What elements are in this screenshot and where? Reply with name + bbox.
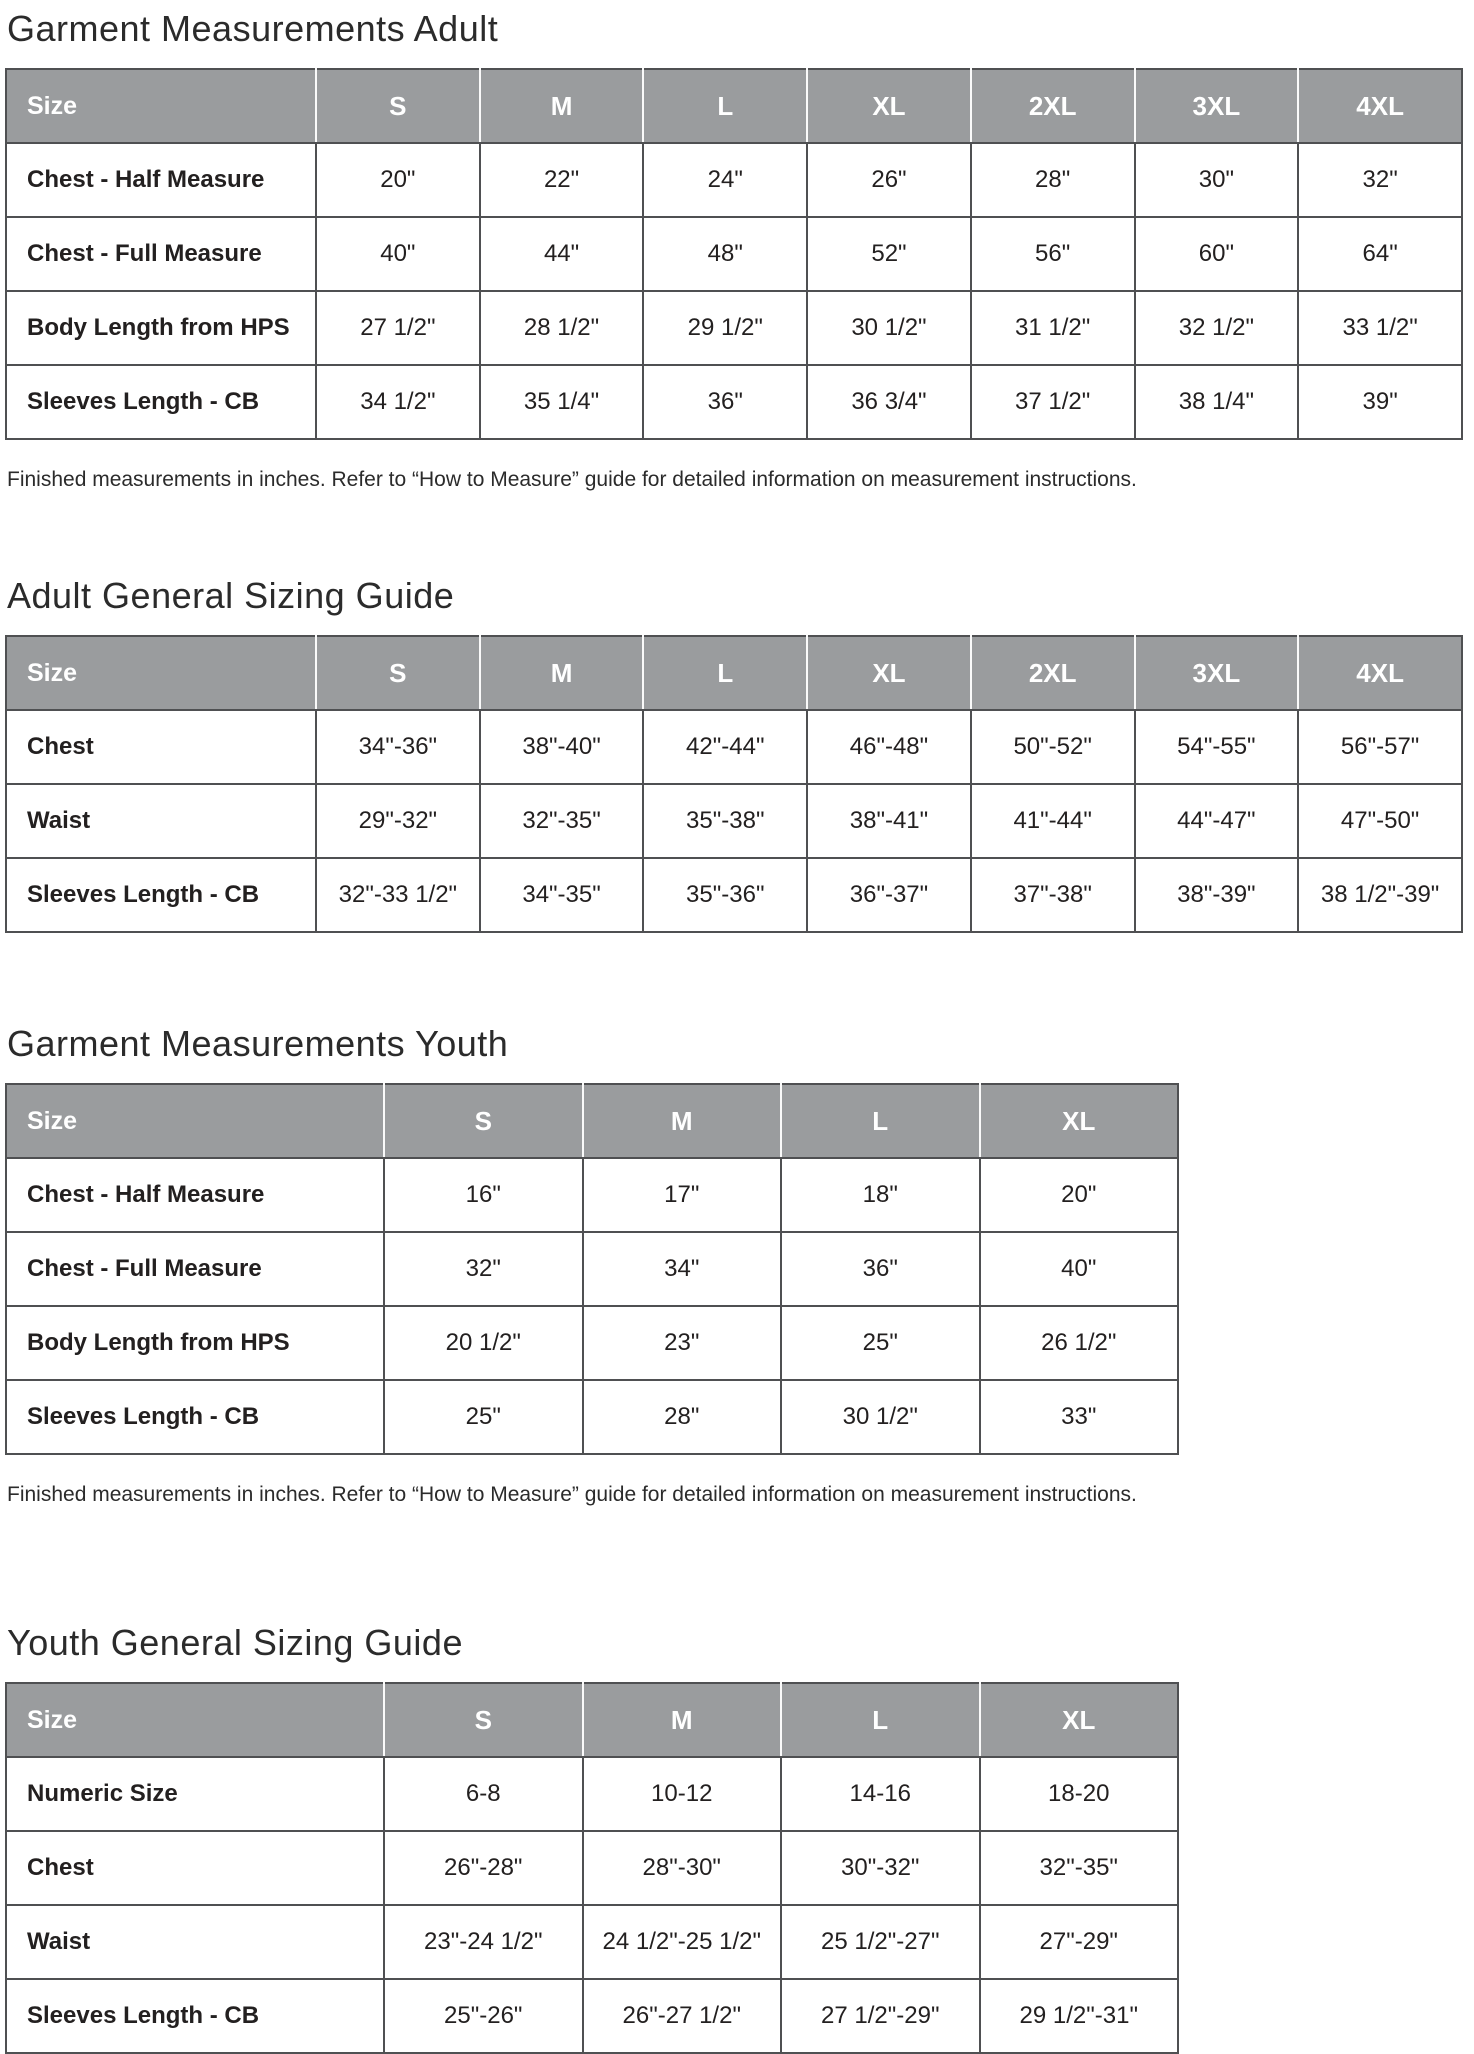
column-header-m: M xyxy=(480,69,644,143)
row-label: Numeric Size xyxy=(6,1757,384,1831)
measurement-cell: 29"-32" xyxy=(316,784,480,858)
measurement-cell: 26" xyxy=(807,143,971,217)
measurement-cell: 39" xyxy=(1298,365,1462,439)
measurement-cell: 29 1/2"-31" xyxy=(980,1979,1179,2053)
measurement-cell: 10-12 xyxy=(583,1757,782,1831)
table-row xyxy=(6,1905,1178,1979)
column-header-2xl: 2XL xyxy=(971,636,1135,710)
youth-general-sizing-guide-title: Youth General Sizing Guide xyxy=(7,1622,463,1663)
column-header-3xl: 3XL xyxy=(1135,69,1299,143)
row-label: Sleeves Length - CB xyxy=(6,1380,384,1454)
garment-measurements-adult-title: Garment Measurements Adult xyxy=(7,8,499,49)
measurement-cell: 27 1/2" xyxy=(316,291,480,365)
measurement-cell: 33" xyxy=(980,1380,1179,1454)
measurement-cell: 32 1/2" xyxy=(1135,291,1299,365)
table-row xyxy=(6,1979,1178,2053)
measurement-cell: 44"-47" xyxy=(1135,784,1299,858)
column-header-2xl: 2XL xyxy=(971,69,1135,143)
measurement-cell: 28 1/2" xyxy=(480,291,644,365)
table-row xyxy=(6,784,1462,858)
row-label: Body Length from HPS xyxy=(6,291,316,365)
measurement-cell: 60" xyxy=(1135,217,1299,291)
table-row xyxy=(6,217,1462,291)
measurement-cell: 16" xyxy=(384,1158,583,1232)
measurement-cell: 44" xyxy=(480,217,644,291)
youth-general-sizing-guide-table xyxy=(5,1682,1179,2054)
row-label: Sleeves Length - CB xyxy=(6,1979,384,2053)
measurement-cell: 52" xyxy=(807,217,971,291)
measurement-cell: 28"-30" xyxy=(583,1831,782,1905)
column-header-size: Size xyxy=(6,636,316,710)
measurement-cell: 37 1/2" xyxy=(971,365,1135,439)
column-header-m: M xyxy=(583,1084,782,1158)
measurement-cell: 29 1/2" xyxy=(643,291,807,365)
measurement-cell: 23"-24 1/2" xyxy=(384,1905,583,1979)
measurement-cell: 23" xyxy=(583,1306,782,1380)
measurement-cell: 20" xyxy=(980,1158,1179,1232)
measurement-cell: 64" xyxy=(1298,217,1462,291)
column-header-l: L xyxy=(643,69,807,143)
measurement-cell: 30 1/2" xyxy=(807,291,971,365)
measurement-cell: 22" xyxy=(480,143,644,217)
measurement-cell: 30 1/2" xyxy=(781,1380,980,1454)
measurement-cell: 25 1/2"-27" xyxy=(781,1905,980,1979)
measurement-cell: 56" xyxy=(971,217,1135,291)
measurement-cell: 36 3/4" xyxy=(807,365,971,439)
column-header-l: L xyxy=(643,636,807,710)
measurement-cell: 35"-38" xyxy=(643,784,807,858)
measurement-cell: 41"-44" xyxy=(971,784,1135,858)
measurement-cell: 32" xyxy=(1298,143,1462,217)
row-label: Sleeves Length - CB xyxy=(6,365,316,439)
measurement-cell: 26 1/2" xyxy=(980,1306,1179,1380)
measurement-cell: 46"-48" xyxy=(807,710,971,784)
column-header-l: L xyxy=(781,1683,980,1757)
measurement-cell: 25" xyxy=(781,1306,980,1380)
measurement-cell: 28" xyxy=(971,143,1135,217)
header-row xyxy=(6,1084,1178,1158)
measurement-cell: 54"-55" xyxy=(1135,710,1299,784)
measurement-cell: 36" xyxy=(781,1232,980,1306)
measurement-cell: 18" xyxy=(781,1158,980,1232)
column-header-m: M xyxy=(583,1683,782,1757)
column-header-l: L xyxy=(781,1084,980,1158)
table-row xyxy=(6,710,1462,784)
column-header-xl: XL xyxy=(807,69,971,143)
measurement-cell: 34"-36" xyxy=(316,710,480,784)
row-label: Chest - Half Measure xyxy=(6,143,316,217)
measurement-cell: 38"-40" xyxy=(480,710,644,784)
garment-measurements-youth-title: Garment Measurements Youth xyxy=(7,1023,509,1064)
column-header-size: Size xyxy=(6,1683,384,1757)
row-label: Chest xyxy=(6,1831,384,1905)
measurement-note: Finished measurements in inches. Refer to “How to Measure” guide for detailed information on measurement instructions. xyxy=(7,468,1137,491)
column-header-s: S xyxy=(384,1683,583,1757)
measurement-cell: 38 1/4" xyxy=(1135,365,1299,439)
measurement-cell: 30"-32" xyxy=(781,1831,980,1905)
row-label: Chest xyxy=(6,710,316,784)
measurement-cell: 32"-33 1/2" xyxy=(316,858,480,932)
header-row xyxy=(6,636,1462,710)
measurement-cell: 28" xyxy=(583,1380,782,1454)
column-header-4xl: 4XL xyxy=(1298,636,1462,710)
measurement-cell: 32" xyxy=(384,1232,583,1306)
measurement-cell: 31 1/2" xyxy=(971,291,1135,365)
measurement-cell: 14-16 xyxy=(781,1757,980,1831)
measurement-cell: 35"-36" xyxy=(643,858,807,932)
measurement-cell: 26"-28" xyxy=(384,1831,583,1905)
row-label: Chest - Full Measure xyxy=(6,1232,384,1306)
section-garment-measurements-adult xyxy=(5,6,1474,493)
column-header-xl: XL xyxy=(980,1683,1179,1757)
measurement-cell: 37"-38" xyxy=(971,858,1135,932)
table-row xyxy=(6,1757,1178,1831)
column-header-4xl: 4XL xyxy=(1298,69,1462,143)
measurement-cell: 24" xyxy=(643,143,807,217)
measurement-cell: 25" xyxy=(384,1380,583,1454)
measurement-cell: 27 1/2"-29" xyxy=(781,1979,980,2053)
section-youth-general-sizing-guide xyxy=(5,1620,1474,2054)
measurement-cell: 6-8 xyxy=(384,1757,583,1831)
section-adult-general-sizing-guide xyxy=(5,573,1474,933)
measurement-cell: 34"-35" xyxy=(480,858,644,932)
measurement-cell: 20 1/2" xyxy=(384,1306,583,1380)
table-row xyxy=(6,1158,1178,1232)
column-header-size: Size xyxy=(6,69,316,143)
measurement-cell: 24 1/2"-25 1/2" xyxy=(583,1905,782,1979)
measurement-cell: 20" xyxy=(316,143,480,217)
garment-measurements-youth-table xyxy=(5,1083,1179,1455)
table-row xyxy=(6,858,1462,932)
measurement-cell: 18-20 xyxy=(980,1757,1179,1831)
table-row xyxy=(6,1306,1178,1380)
row-label: Body Length from HPS xyxy=(6,1306,384,1380)
table-row xyxy=(6,291,1462,365)
measurement-cell: 17" xyxy=(583,1158,782,1232)
column-header-3xl: 3XL xyxy=(1135,636,1299,710)
measurement-cell: 48" xyxy=(643,217,807,291)
measurement-note: Finished measurements in inches. Refer to “How to Measure” guide for detailed information on measurement instructions. xyxy=(7,1483,1137,1506)
column-header-s: S xyxy=(384,1084,583,1158)
column-header-s: S xyxy=(316,69,480,143)
row-label: Waist xyxy=(6,784,316,858)
measurement-cell: 34" xyxy=(583,1232,782,1306)
measurement-cell: 26"-27 1/2" xyxy=(583,1979,782,2053)
measurement-cell: 47"-50" xyxy=(1298,784,1462,858)
column-header-size: Size xyxy=(6,1084,384,1158)
measurement-cell: 32"-35" xyxy=(980,1831,1179,1905)
column-header-s: S xyxy=(316,636,480,710)
table-row xyxy=(6,365,1462,439)
row-label: Chest - Full Measure xyxy=(6,217,316,291)
measurement-cell: 40" xyxy=(980,1232,1179,1306)
measurement-cell: 38"-41" xyxy=(807,784,971,858)
table-row xyxy=(6,1380,1178,1454)
measurement-cell: 30" xyxy=(1135,143,1299,217)
table-row xyxy=(6,143,1462,217)
measurement-cell: 34 1/2" xyxy=(316,365,480,439)
adult-general-sizing-guide-table xyxy=(5,635,1463,933)
column-header-xl: XL xyxy=(980,1084,1179,1158)
garment-measurements-adult-table xyxy=(5,68,1463,440)
table-row xyxy=(6,1232,1178,1306)
row-label: Chest - Half Measure xyxy=(6,1158,384,1232)
measurement-cell: 32"-35" xyxy=(480,784,644,858)
measurement-cell: 42"-44" xyxy=(643,710,807,784)
measurement-cell: 38"-39" xyxy=(1135,858,1299,932)
measurement-cell: 56"-57" xyxy=(1298,710,1462,784)
header-row xyxy=(6,69,1462,143)
measurement-cell: 36" xyxy=(643,365,807,439)
measurement-cell: 27"-29" xyxy=(980,1905,1179,1979)
measurement-cell: 38 1/2"-39" xyxy=(1298,858,1462,932)
measurement-cell: 33 1/2" xyxy=(1298,291,1462,365)
adult-general-sizing-guide-title: Adult General Sizing Guide xyxy=(7,575,455,616)
row-label: Waist xyxy=(6,1905,384,1979)
measurement-cell: 50"-52" xyxy=(971,710,1135,784)
measurement-cell: 40" xyxy=(316,217,480,291)
measurement-cell: 25"-26" xyxy=(384,1979,583,2053)
table-row xyxy=(6,1831,1178,1905)
row-label: Sleeves Length - CB xyxy=(6,858,316,932)
column-header-m: M xyxy=(480,636,644,710)
column-header-xl: XL xyxy=(807,636,971,710)
measurement-cell: 36"-37" xyxy=(807,858,971,932)
section-garment-measurements-youth xyxy=(5,1021,1474,1508)
header-row xyxy=(6,1683,1178,1757)
measurement-cell: 35 1/4" xyxy=(480,365,644,439)
